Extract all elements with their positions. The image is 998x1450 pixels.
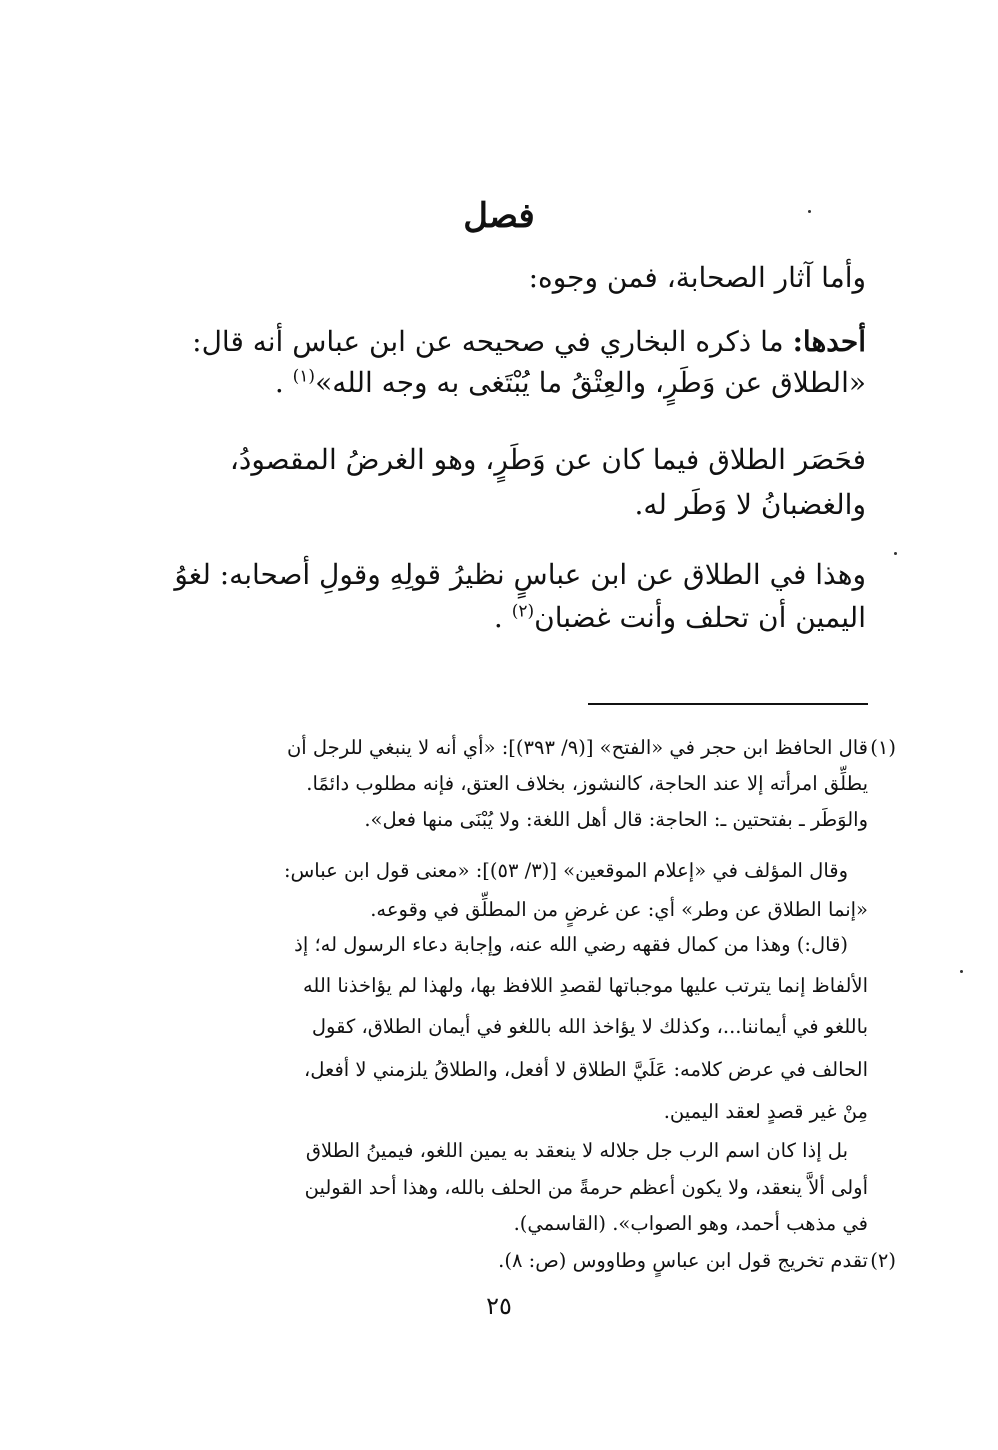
scan-speck xyxy=(894,552,897,555)
section-heading: فصل xyxy=(463,196,535,236)
paragraph-4-line-1: وهذا في الطلاق عن ابن عباسٍ نظيرُ قولِهِ وقولِ أصحابه: لغوُ xyxy=(174,558,866,591)
footnote-1-line-1: قال الحافظ ابن حجر في «الفتح» [(٩/ ٣٩٣)]: «أي أنه لا ينبغي للرجل أن xyxy=(286,736,868,759)
paragraph-2-line-1 xyxy=(192,322,866,362)
footnote-1-line-11: بل إذا كان اسم الرب جل جلاله لا ينعقد به يمين اللغو، فيمينُ الطلاق xyxy=(305,1139,848,1162)
footnote-1-line-12: أولى ألاَّ ينعقد، ولا يكون أعظم حرمةً من الحلف بالله، وهذا أحد القولين xyxy=(304,1176,868,1199)
footnote-1-line-8: باللغو في أيماننا...، وكذلك لا يؤاخذ الله باللغو في أيمان الطلاق، كقول xyxy=(311,1015,868,1038)
scan-speck xyxy=(808,210,811,213)
footnote-2-text: تقدم تخريج قول ابن عباسٍ وطاووس (ص: ٨). xyxy=(498,1249,868,1272)
footnote-1-number: (١) xyxy=(870,736,896,759)
paragraph-2-line-2-text: «الطلاق عن وَطَرٍ، والعِتْقُ ما يُبْتَغى به وجه الله» xyxy=(315,366,866,399)
paragraph-3-line-2: والغضبانُ لا وَطَر له. xyxy=(634,488,866,521)
scan-speck xyxy=(960,970,963,973)
footnote-1-line-7: الألفاظ إنما يترتب عليها موجباتها لقصدِ اللافظ بها، ولهذا لم يؤاخذنا الله xyxy=(302,974,868,997)
footnote-1-line-2: يطلِّق امرأته إلا عند الحاجة، كالنشوز، بخلاف العتق، فإنه مطلوب دائمًا. xyxy=(306,772,868,795)
footnote-1-line-4: وقال المؤلف في «إعلام الموقعين» [(٣/ ٥٣)]: «معنى قول ابن عباس: xyxy=(283,859,848,882)
page-number: ٢٥ xyxy=(486,1292,512,1320)
footnote-marker-1: (١) xyxy=(292,366,316,387)
paragraph-2-line-2 xyxy=(275,363,866,403)
footnote-1-line-5: «إنما الطلاق عن وطر» أي: عن غرضٍ من المطلِّق في وقوعه. xyxy=(370,898,868,921)
footnote-1-line-13: في مذهب أحمد، وهو الصواب». (القاسمي). xyxy=(513,1212,868,1235)
paragraph-2-line-1-text: ما ذكره البخاري في صحيحه عن ابن عباس أنه قال: xyxy=(192,325,784,358)
footnote-2-number: (٢) xyxy=(870,1249,896,1272)
footnote-marker-2: (٢) xyxy=(511,601,535,622)
footnote-1-line-10: مِنْ غير قصدٍ لعقد اليمين. xyxy=(663,1100,868,1123)
paragraph-4-line-2 xyxy=(494,598,866,638)
footnote-1-line-9: الحالف في عرض كلامه: عَلَيَّ الطلاق لا أفعل، والطلاقُ يلزمني لا أفعل، xyxy=(303,1058,868,1081)
paragraph-2-line-2-end: . xyxy=(274,366,284,399)
paragraph-1-line-1: وأما آثار الصحابة، فمن وجوه: xyxy=(528,261,866,294)
paragraph-2-lead: أحدها: xyxy=(792,325,866,358)
paragraph-4-line-2-end: . xyxy=(493,601,503,634)
paragraph-3-line-1: فحَصَر الطلاق فيما كان عن وَطَرٍ، وهو الغرضُ المقصودُ، xyxy=(229,443,866,476)
footnote-1-line-3: والوَطَر ـ بفتحتين ـ: الحاجة: قال أهل اللغة: ولا يُبْنَى منها فعل». xyxy=(364,808,868,831)
footnote-1-line-6: (قال:) وهذا من كمال فقهه رضي الله عنه، وإجابة دعاء الرسول له؛ إذ xyxy=(294,933,848,956)
footnote-separator xyxy=(588,703,868,705)
paragraph-4-line-2-text: اليمين أن تحلف وأنت غضبان xyxy=(534,601,866,634)
